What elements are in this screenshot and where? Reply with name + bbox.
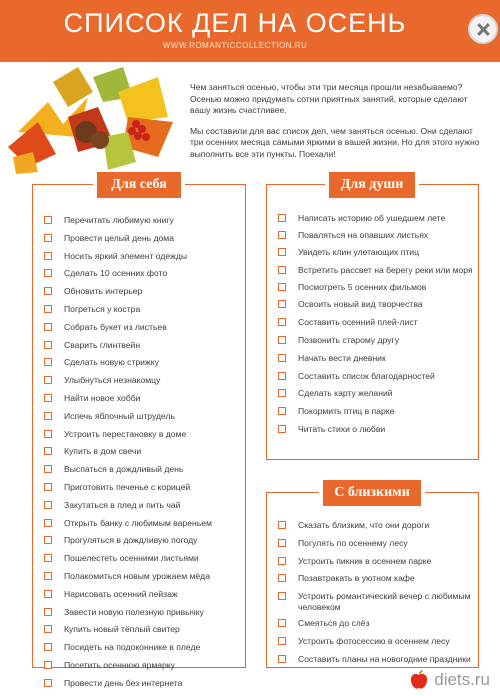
checklist-item-label: Начать вести дневник [298, 352, 386, 363]
checklist-item[interactable] [278, 230, 474, 241]
header-banner [0, 0, 500, 62]
checkbox[interactable] [44, 536, 52, 544]
checklist-item-label: Испечь яблочный штрудель [64, 410, 175, 421]
checklist-item[interactable] [44, 660, 244, 671]
checkbox[interactable] [44, 269, 52, 277]
checklist-item-label: Сварить глинтвейн [64, 339, 141, 350]
checklist-item-label: Приготовить печенье с корицей [64, 481, 191, 492]
checklist-item-label: Сделать карту желаний [298, 388, 393, 399]
checkbox[interactable] [44, 625, 52, 633]
checklist-item[interactable] [44, 304, 244, 315]
checkbox[interactable] [44, 216, 52, 224]
section-soul [266, 177, 479, 460]
diets-logo[interactable] [408, 668, 490, 692]
autumn-leaves-illustration [8, 62, 183, 177]
checklist-item-label: Смеяться до слёз [298, 618, 370, 629]
checklist-item[interactable] [278, 573, 474, 584]
soul-checklist [278, 213, 474, 442]
checklist-item[interactable] [44, 322, 244, 333]
checkbox[interactable] [44, 608, 52, 616]
checklist-item[interactable] [44, 500, 244, 511]
checkbox[interactable] [44, 483, 52, 491]
checklist-item-label: Написать историю об ушедшем лете [298, 213, 446, 223]
checkbox[interactable] [44, 287, 52, 295]
checkbox[interactable] [44, 572, 52, 580]
self-checklist [44, 215, 244, 696]
checklist-item-label: Обновить интерьер [64, 286, 143, 297]
checklist-item[interactable] [278, 538, 474, 549]
checklist-item-label: Выспаться в дождливый день [64, 464, 184, 475]
checklist-item[interactable] [278, 424, 474, 435]
checklist-item-label: Пошелестеть осенними листьями [64, 553, 199, 564]
checklist-item-label: Нарисовать осенний пейзаж [64, 588, 178, 599]
checkbox[interactable] [44, 234, 52, 242]
checklist-item[interactable] [278, 265, 474, 276]
checklist-item-label: Составить осенний плей-лист [298, 317, 418, 328]
checklist-item-label: Перечитать любимую книгу [64, 215, 174, 225]
checkbox[interactable] [278, 354, 286, 362]
checklist-item[interactable] [44, 607, 244, 618]
checkbox[interactable] [44, 465, 52, 473]
checklist-item-label: Собрать букет из листьев [64, 321, 167, 332]
section-close [266, 485, 479, 668]
checklist-item[interactable] [44, 411, 244, 422]
checklist-item[interactable] [44, 642, 244, 653]
close-icon[interactable] [468, 14, 498, 44]
checklist-item-label: Провести день без интернета [64, 677, 183, 688]
checkbox[interactable] [44, 554, 52, 562]
checklist-item-label: Закутаться в плед и пить чай [64, 499, 181, 510]
checklist-item[interactable] [44, 215, 244, 226]
checkbox[interactable] [278, 372, 286, 380]
checklist-item-label: Посетить осеннюю ярмарку [64, 659, 175, 670]
checkbox[interactable] [44, 305, 52, 313]
apple-icon [408, 669, 430, 691]
checklist-item[interactable] [44, 251, 244, 262]
checkbox[interactable] [278, 557, 286, 565]
checkbox[interactable] [44, 501, 52, 509]
checklist-item[interactable] [278, 388, 474, 399]
checklist-item-label: Погулять по осеннему лесу [298, 537, 408, 548]
checkbox[interactable] [278, 592, 286, 600]
checkbox[interactable] [44, 412, 52, 420]
intro-text [190, 82, 480, 160]
checklist-item-label: Устроить пикник в осеннем парке [298, 555, 432, 566]
checklist-item[interactable] [278, 556, 474, 567]
checklist-item-label: Носить яркий элемент одежды [64, 250, 188, 261]
checkbox[interactable] [44, 394, 52, 402]
checklist-item-label: Погреться у костра [64, 303, 141, 314]
checklist-item[interactable] [44, 446, 244, 457]
checkbox[interactable] [278, 637, 286, 645]
checkbox[interactable] [44, 590, 52, 598]
checkbox[interactable] [278, 248, 286, 256]
checklist-item[interactable] [44, 624, 244, 635]
checklist-item-label: Поваляться на опавших листьях [298, 229, 429, 240]
checklist-item-label: Встретить рассвет на берегу реки или моря [298, 265, 473, 276]
checklist-item[interactable] [44, 393, 244, 404]
checklist-item-label: Купить в дом свечи [64, 446, 142, 457]
checklist-item[interactable] [278, 520, 474, 531]
checklist-item-label: Прогуляться в дождливую погоду [64, 535, 198, 546]
checkbox[interactable] [278, 231, 286, 239]
checkbox[interactable] [44, 447, 52, 455]
checkbox[interactable] [278, 574, 286, 582]
checkbox[interactable] [44, 519, 52, 527]
checkbox[interactable] [44, 679, 52, 687]
checklist-item-label: Открыть банку с любимым вареньем [64, 517, 212, 528]
checkbox[interactable] [44, 341, 52, 349]
checklist-item[interactable] [44, 518, 244, 529]
checklist-item[interactable] [278, 247, 474, 258]
checklist-item-label: Покормить птиц в парке [298, 406, 395, 417]
intro-paragraph-2: Мы составили для вас список дел, чем заняться осенью. Они сделают три осенних месяца самыми яркими в вашей жизни. Но для этого нужно выполнить все эти пункты. Поехали! [190, 125, 480, 159]
checklist-item-label: Завести новую полезную привычку [64, 606, 204, 617]
source-url: WWW.ROMANTICCOLLECTION.RU [162, 41, 308, 50]
checkbox[interactable] [44, 252, 52, 260]
section-soul-title: Для души [325, 172, 419, 198]
checklist-item-label: Сделать новую стрижку [64, 357, 159, 368]
checkbox[interactable] [278, 655, 286, 663]
checklist-item-label: Полакомиться новым урожаем мёда [64, 570, 210, 581]
checklist-item[interactable] [278, 213, 474, 224]
checklist-item-label: Устроить фотосессию в осеннем лесу [298, 635, 450, 646]
checkbox[interactable] [44, 376, 52, 384]
checklist-item[interactable] [44, 678, 244, 689]
close-checklist [278, 520, 474, 672]
checkbox[interactable] [278, 283, 286, 291]
checklist-item[interactable] [278, 618, 474, 629]
checklist-item[interactable] [44, 429, 244, 440]
checklist-item[interactable] [44, 233, 244, 244]
checklist-item-label: Позвонить старому другу [298, 334, 399, 345]
checkbox[interactable] [278, 214, 286, 222]
checkbox[interactable] [278, 336, 286, 344]
logo-text: diets.ru [434, 670, 490, 689]
checklist-item[interactable] [278, 406, 474, 417]
checkbox[interactable] [278, 407, 286, 415]
checklist-item[interactable] [278, 317, 474, 328]
checkbox[interactable] [278, 389, 286, 397]
intro-paragraph-1: Чем заняться осенью, чтобы эти три месяца прошли незабываемо? Осенью можно придумать сотни приятных занятий, которые сделают вашу жизнь счастливее. [190, 82, 468, 115]
checklist-item-label: Позавтракать в уютном кафе [298, 573, 415, 584]
checklist-item[interactable] [44, 286, 244, 297]
checkbox[interactable] [44, 643, 52, 651]
checklist-item-label: Составить планы на новогодние праздники [298, 653, 471, 664]
checklist-item-label: Увидеть клин улетающих птиц [298, 247, 420, 258]
checklist-item[interactable] [278, 371, 474, 382]
checklist-item-label: Посмотреть 5 осенних фильмов [298, 281, 427, 292]
checkbox[interactable] [278, 266, 286, 274]
checkbox[interactable] [44, 358, 52, 366]
checklist-item-label: Сделать 10 осенних фото [64, 268, 168, 279]
checklist-item[interactable] [44, 589, 244, 600]
checklist-item[interactable] [278, 353, 474, 364]
checklist-item[interactable] [44, 571, 244, 582]
checkbox[interactable] [278, 619, 286, 627]
checklist-item-label: Составить список благодарностей [298, 370, 435, 381]
checklist-item-label: Читать стихи о любви [298, 423, 386, 434]
checklist-item[interactable] [44, 535, 244, 546]
checkbox[interactable] [278, 539, 286, 547]
checklist-item-label: Провести целый день дома [64, 232, 174, 243]
checkbox[interactable] [44, 661, 52, 669]
section-self-title: Для себя [93, 172, 185, 198]
checklist-item[interactable] [278, 591, 474, 612]
checklist-item[interactable] [44, 357, 244, 368]
checklist-item[interactable] [44, 268, 244, 279]
checklist-item-label: Улыбнуться незнакомцу [64, 375, 161, 386]
checklist-item-label: Купить новый тёплый свитер [64, 624, 180, 635]
checklist-item[interactable] [278, 335, 474, 346]
checkbox[interactable] [278, 300, 286, 308]
checklist-item[interactable] [44, 340, 244, 351]
checkbox[interactable] [278, 521, 286, 529]
checklist-item-label: Устроить перестановку в доме [64, 428, 187, 439]
checkbox[interactable] [44, 430, 52, 438]
page-title: СПИСОК ДЕЛ НА ОСЕНЬ [63, 8, 407, 38]
checklist-item[interactable] [278, 282, 474, 293]
checklist-item-label: Освоить новый вид творчества [298, 299, 423, 310]
checkbox[interactable] [278, 318, 286, 326]
checklist-item[interactable] [278, 299, 474, 310]
checklist-item-label: Устроить романтический вечер с любимым человеком [298, 591, 471, 612]
checklist-item-label: Найти новое хобби [64, 392, 141, 403]
checklist-item[interactable] [44, 464, 244, 475]
checklist-item-label: Посидеть на подоконнике в пледе [64, 642, 201, 653]
checkbox[interactable] [278, 425, 286, 433]
section-close-title: С близкими [319, 480, 425, 506]
checklist-item[interactable] [44, 553, 244, 564]
section-self [32, 177, 246, 688]
checklist-item[interactable] [278, 636, 474, 647]
checkbox[interactable] [44, 323, 52, 331]
checklist-item[interactable] [44, 482, 244, 493]
checklist-item-label: Сказать близким, что они дороги [298, 520, 430, 530]
checklist-item[interactable] [278, 654, 474, 665]
checklist-item[interactable] [44, 375, 244, 386]
